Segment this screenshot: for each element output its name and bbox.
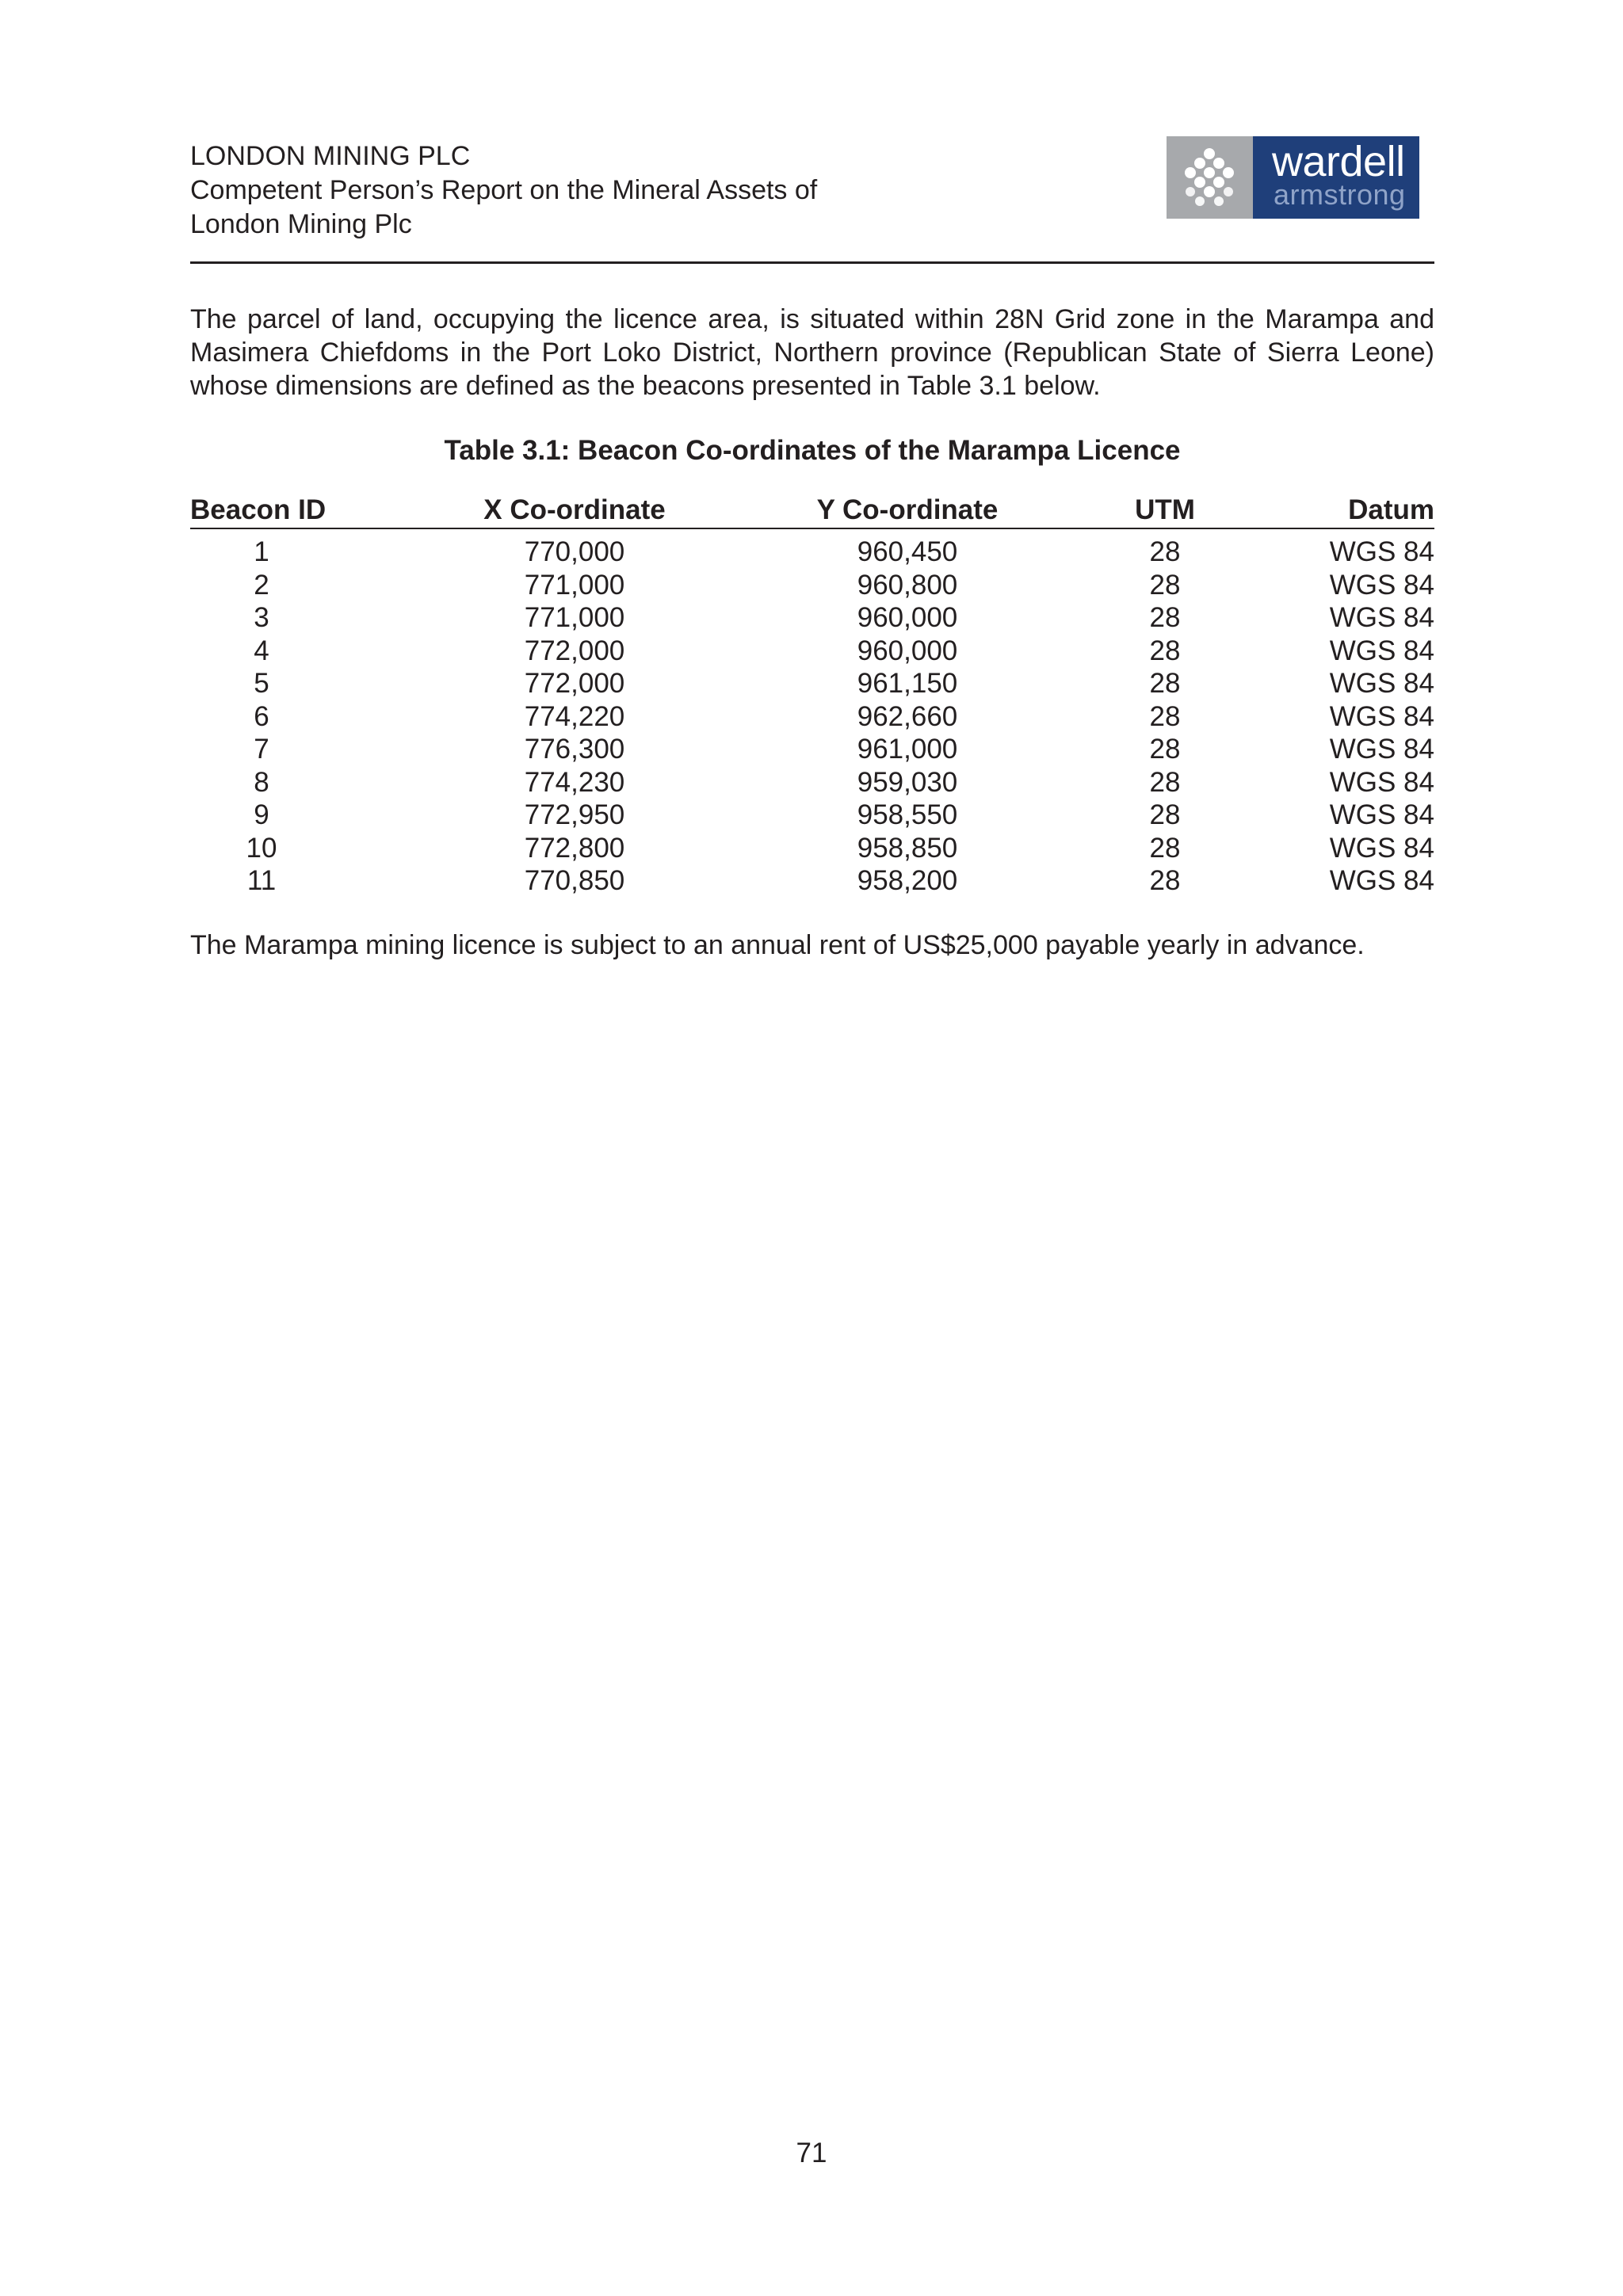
- cell-utm: 28: [1149, 766, 1181, 798]
- logo-word-wardell: wardell: [1272, 138, 1405, 185]
- cell-utm: 28: [1149, 799, 1181, 830]
- cell-utm: 28: [1149, 832, 1181, 864]
- cell-beacon-id: 4: [254, 635, 269, 666]
- header-utm: UTM: [1135, 494, 1195, 525]
- cell-beacon-id: 6: [254, 700, 269, 732]
- cell-y: 961,000: [857, 734, 958, 765]
- cell-y: 960,000: [857, 602, 958, 633]
- cell-y: 961,150: [857, 668, 958, 699]
- table-row: [190, 569, 1434, 602]
- intro-paragraph: The parcel of land, occupying the licence area, is situated within 28N Grid zone in the Marampa and Masimera Chiefdoms in the Port Loko District, Northern province (Republican State of Sierra Leone) whose dimensions are defined as the beacons presented in Table 3.1 below.: [190, 304, 1434, 401]
- cell-x: 771,000: [524, 569, 625, 601]
- table-row: [190, 733, 1434, 766]
- cell-datum: WGS 84: [1329, 799, 1434, 830]
- cell-y: 960,450: [857, 536, 958, 567]
- table-row: [190, 766, 1434, 799]
- cell-beacon-id: 9: [254, 799, 269, 830]
- cell-x: 772,950: [524, 799, 625, 830]
- cell-x: 772,800: [524, 832, 625, 864]
- cell-y: 958,200: [857, 865, 958, 896]
- table-row: [190, 799, 1434, 832]
- cell-datum: WGS 84: [1329, 569, 1434, 601]
- header-datum: Datum: [1348, 494, 1434, 525]
- cell-x: 774,220: [524, 700, 625, 732]
- cell-datum: WGS 84: [1329, 668, 1434, 699]
- report-title-line-1: Competent Person’s Report on the Mineral Assets of: [190, 175, 818, 205]
- table-row: [190, 864, 1434, 898]
- logo-mark-icon: [1167, 136, 1253, 219]
- table-row: [190, 700, 1434, 734]
- logo-word-armstrong: armstrong: [1274, 178, 1406, 211]
- cell-x: 771,000: [524, 602, 625, 633]
- cell-beacon-id: 8: [254, 766, 269, 798]
- cell-utm: 28: [1149, 734, 1181, 765]
- header-divider: [190, 261, 1434, 264]
- table-title: Table 3.1: Beacon Co-ordinates of the Marampa Licence: [444, 435, 1181, 466]
- cell-beacon-id: 1: [254, 536, 269, 567]
- cell-y: 960,800: [857, 569, 958, 601]
- cell-beacon-id: 11: [246, 865, 277, 896]
- diamond-dots-icon: [1167, 136, 1253, 219]
- cell-x: 770,000: [524, 536, 625, 567]
- table-header-rule: [190, 528, 1434, 529]
- table-row: [190, 601, 1434, 635]
- page-number: 71: [796, 2138, 827, 2168]
- table-row: [190, 832, 1434, 865]
- cell-beacon-id: 7: [254, 734, 269, 765]
- wardell-armstrong-logo: [1167, 136, 1419, 219]
- table-header-row: [190, 493, 1434, 528]
- table-row: [190, 667, 1434, 700]
- cell-datum: WGS 84: [1329, 635, 1434, 666]
- cell-x: 772,000: [524, 635, 625, 666]
- header-beacon-id: Beacon ID: [190, 494, 327, 525]
- cell-beacon-id: 3: [254, 602, 269, 633]
- header-y-coordinate: Y Co-ordinate: [816, 494, 999, 525]
- cell-x: 774,230: [524, 766, 625, 798]
- cell-x: 776,300: [524, 734, 625, 765]
- cell-beacon-id: 5: [254, 668, 269, 699]
- report-title-line-2: London Mining Plc: [190, 209, 412, 239]
- cell-datum: WGS 84: [1329, 536, 1434, 567]
- cell-datum: WGS 84: [1329, 734, 1434, 765]
- cell-beacon-id: 10: [246, 832, 277, 864]
- cell-datum: WGS 84: [1329, 602, 1434, 633]
- table-row: [190, 635, 1434, 668]
- cell-utm: 28: [1149, 569, 1181, 601]
- table-row: [190, 536, 1434, 569]
- header-text-block: [190, 139, 817, 242]
- cell-datum: WGS 84: [1329, 865, 1434, 896]
- cell-utm: 28: [1149, 536, 1181, 567]
- cell-y: 960,000: [857, 635, 958, 666]
- cell-y: 962,660: [857, 700, 958, 732]
- cell-utm: 28: [1149, 635, 1181, 666]
- cell-utm: 28: [1149, 700, 1181, 732]
- header-x-coordinate: X Co-ordinate: [483, 494, 666, 525]
- page-header: [190, 136, 1434, 263]
- logo-wordmark: [1253, 136, 1419, 219]
- table-body: [190, 536, 1434, 898]
- cell-datum: WGS 84: [1329, 832, 1434, 864]
- cell-x: 770,850: [524, 865, 625, 896]
- cell-y: 958,550: [857, 799, 958, 830]
- closing-paragraph: The Marampa mining licence is subject to an annual rent of US$25,000 payable yearly in advance.: [190, 930, 1365, 960]
- cell-utm: 28: [1149, 865, 1181, 896]
- cell-y: 959,030: [857, 766, 958, 798]
- cell-x: 772,000: [524, 668, 625, 699]
- company-name: LONDON MINING PLC: [190, 141, 471, 171]
- cell-datum: WGS 84: [1329, 766, 1434, 798]
- cell-y: 958,850: [857, 832, 958, 864]
- cell-utm: 28: [1149, 668, 1181, 699]
- cell-datum: WGS 84: [1329, 700, 1434, 732]
- cell-utm: 28: [1149, 602, 1181, 633]
- cell-beacon-id: 2: [254, 569, 269, 601]
